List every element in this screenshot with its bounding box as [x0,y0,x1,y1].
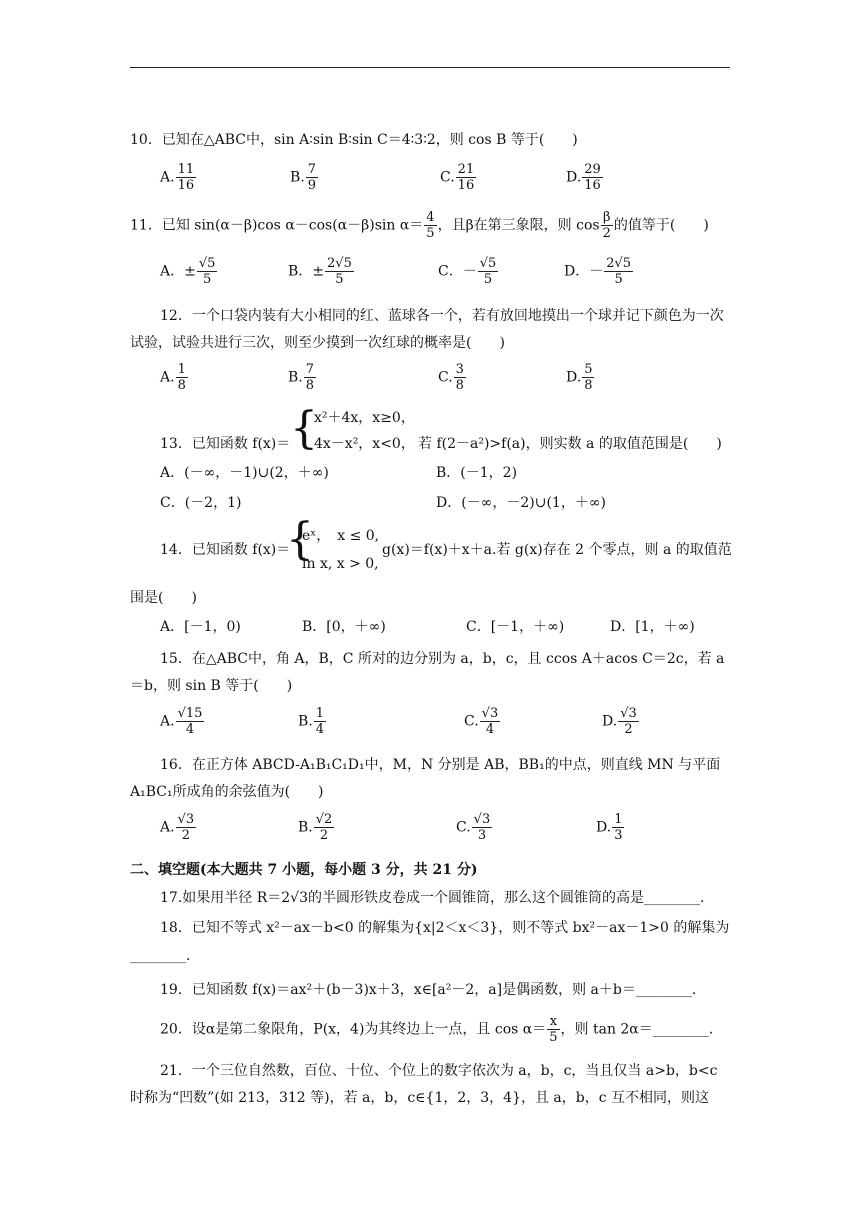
question-18-blank: ________. [130,948,191,964]
option-d: D. $\frac{29}{16}$ [566,162,601,193]
option-c: C. $\frac{√3}{3}$ [456,812,491,843]
option-b: B. $\frac{7}{8}$ [288,362,315,393]
case-13-1: x²＋4x，x≥0， [314,410,415,426]
question-18: 18．已知不等式 x²－ax－b<0 的解集为{x|2＜x＜3}，则不等式 bx²－ax－1>0 的解集为 [160,920,730,936]
option-d: D．－ $\frac{2√5}{5}$ [564,256,632,287]
option-a: A．± $\frac{√5}{5}$ [160,256,216,287]
option-14-a: A．[－1，0) [160,619,241,635]
option-a: A. $\frac{√15}{4}$ [160,706,203,737]
brace-13: { [290,403,318,454]
options-15 [160,706,730,746]
option-a: A. $\frac{√3}{2}$ [160,812,195,843]
option-14-c: C．[－1，＋∞) [466,619,565,635]
option-c: C. $\frac{3}{8}$ [438,362,464,393]
option-d: D. $\frac{5}{8}$ [566,362,593,393]
option-a: A. $\frac{11}{16}$ [160,162,195,193]
question-20: 20．设α是第二象限角，P(x，4)为其终边上一点，且 cos α＝ $\frac{x}{5}$ ，则 tan 2α＝________. [160,1014,714,1045]
option-b: B. $\frac{7}{9}$ [290,162,317,193]
options-11 [160,256,730,296]
section-2-title: 二、填空题(本大题共 7 小题，每小题 3 分，共 21 分) [130,862,478,878]
question-17: 17.如果用半径 R＝2√3的半圆形铁皮卷成一个圆锥筒，那么这个圆锥筒的高是________. [160,890,705,906]
options-10 [160,162,730,202]
case-14-2: ln x, x > 0, [302,556,379,572]
option-c: C. $\frac{21}{16}$ [440,162,475,193]
option-14-b: B．[0，＋∞) [302,619,386,635]
question-14-cont: 围是( ) [130,590,197,606]
question-13: 13．已知函数 f(x)＝ [160,436,291,452]
option-13-b: B．(－1，2) [436,465,518,481]
question-14: 14．已知函数 f(x)＝ [160,542,291,558]
option-13-c: C．(－2，1) [160,495,242,511]
question-21: 21．一个三位自然数，百位、十位、个位上的数字依次为 a，b，c，当且仅当 a>b，b<c 时称为“凹数”(如 213，312 等)，若 a，b，c∈{1，2，3，4}，且 a，b，c 互不相同，则这 [130,1063,718,1106]
option-13-a: A．(－∞，－1)∪(2，＋∞) [160,465,329,481]
option-d: D. $\frac{√3}{2}$ [602,706,637,737]
question-19: 19．已知函数 f(x)＝ax²＋(b－3)x＋3，x∈[a²－2，a]是偶函数，则 a＋b＝________. [160,982,697,998]
options-16 [160,812,730,852]
option-b: B. $\frac{1}{4}$ [298,706,325,737]
option-d: D. $\frac{1}{3}$ [596,812,623,843]
option-b: B. $\frac{√2}{2}$ [298,812,333,843]
option-b: B．± $\frac{2√5}{5}$ [288,256,352,287]
option-a: A. $\frac{1}{8}$ [160,362,186,393]
question-11: 11．已知 sin(α－β)cos α－cos(α－β)sin α＝ $\frac{4}{5}$ ，且β在第三象限，则 cos $\frac{\beta}{2}$ 的值等于( ) [130,210,709,241]
question-16: 16．在正方体 ABCD-A₁B₁C₁D₁中，M，N 分别是 AB，BB₁的中点，则直线 MN 与平面 A₁BC₁所成角的余弦值为( ) [130,757,721,800]
options-12 [160,362,730,402]
case-13-2: 4x－x²，x<0， [314,436,415,452]
case-14-1: eˣ， x ≤ 0, [302,528,380,544]
question-15: 15．在△ABC中，角 A，B，C 所对的边分别为 a，b，c，且 ccos A＋acos C＝2c，若 a＝b，则 sin B 等于( ) [130,651,725,694]
header-rule [130,67,730,68]
option-c: C．－ $\frac{√5}{5}$ [438,256,497,287]
option-14-d: D．[1，＋∞) [610,619,695,635]
question-14-tail: g(x)＝f(x)＋x＋a.若 g(x)存在 2 个零点，则 a 的取值范 [382,542,732,558]
question-12: 12．一个口袋内装有大小相同的红、蓝球各一个，若有放回地摸出一个球并记下颜色为一次试验，试验共进行三次，则至少摸到一次红球的概率是( ) [130,308,724,351]
option-c: C. $\frac{√3}{4}$ [464,706,499,737]
brace-14: { [286,514,314,565]
option-13-d: D．(－∞，－2)∪(1，＋∞) [436,495,606,511]
question-13-tail: 若 f(2－a²)>f(a)，则实数 a 的取值范围是( ) [418,436,722,452]
question-10: 10．已知在△ABC中，sin A∶sin B∶sin C＝4∶3∶2，则 cos B 等于( ) [130,132,578,148]
